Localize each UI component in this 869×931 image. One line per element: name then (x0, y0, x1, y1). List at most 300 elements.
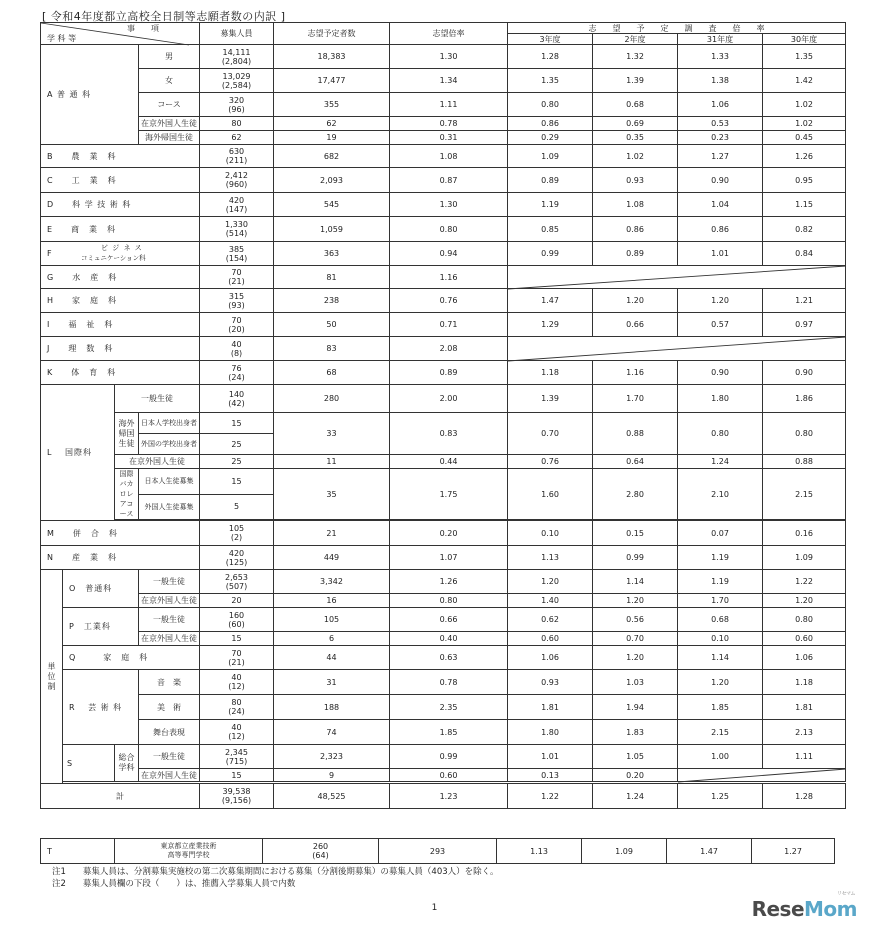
year-ratio: 1.35 (763, 45, 846, 69)
dept-label: K 体 育 科 (41, 361, 200, 385)
year-ratio: 1.06 (508, 646, 593, 670)
year-ratio: 0.20 (593, 769, 678, 782)
quota-value: 160 (228, 610, 245, 620)
ratio-value: 0.71 (390, 313, 508, 337)
quota-value: 25 (200, 455, 274, 469)
applicants-value: 11 (274, 455, 390, 469)
dept-label: P 工業科 (63, 608, 139, 646)
school-name: 高等専門学校 (167, 851, 210, 859)
year-ratio: 1.16 (593, 361, 678, 385)
sub-label: 男 (139, 45, 200, 69)
year-ratio: 1.02 (593, 145, 678, 168)
ratio-value: 0.31 (390, 131, 508, 145)
quota-value: 140 (228, 389, 245, 399)
quota-value: 76 (231, 363, 242, 373)
year-ratio: 2.10 (678, 469, 763, 520)
dept-label (41, 242, 200, 266)
logo-text-a: Rese (751, 897, 805, 921)
year-ratio: 1.01 (678, 242, 763, 266)
year-ratio: 0.15 (593, 521, 678, 546)
table-row (41, 193, 846, 217)
dept-label: A 普 通 科 (41, 45, 139, 145)
year-ratio: 0.90 (678, 168, 763, 193)
dept-label: M 併 合 科 (41, 521, 200, 546)
year-ratio: 1.85 (678, 695, 763, 720)
applicants-value: 280 (274, 385, 390, 413)
header-item-label: 事 項 (127, 24, 159, 33)
dept-label: B 農 業 科 (41, 145, 200, 168)
year-ratio: 0.86 (678, 217, 763, 242)
applicants-value: 48,525 (274, 784, 390, 809)
year-ratio: 0.53 (678, 117, 763, 131)
no-data-cell (678, 769, 846, 782)
ratio-value: 1.13 (497, 839, 582, 864)
year-ratio: 0.93 (508, 670, 593, 695)
year-ratio: 0.88 (593, 413, 678, 455)
year-ratio: 1.18 (508, 361, 593, 385)
quota-value: 2,653 (225, 572, 248, 582)
year-ratio: 1.80 (508, 720, 593, 745)
note-line: 注1 募集人員は、分割募集実施校の第二次募集期間における募集（分割後期募集）の募集人員（403人）を除く。 (52, 867, 499, 877)
year-ratio: 0.80 (763, 608, 846, 632)
year-ratio: 1.32 (593, 45, 678, 69)
quota-value: 62 (200, 131, 274, 145)
applicants-value: 363 (274, 242, 390, 266)
year-ratio: 1.20 (593, 289, 678, 313)
sub-label: 海外帰国生徒 (139, 131, 200, 145)
ib-label: 国際バカロレアコース (115, 469, 139, 520)
quota-recommend: (2,804) (221, 56, 252, 66)
resemom-logo (751, 891, 857, 921)
applicants-value: 17,477 (274, 69, 390, 93)
table-row (41, 720, 846, 745)
applicants-value: 238 (274, 289, 390, 313)
quota-value: 70 (231, 268, 242, 277)
sub-label: 日本人学校出身者 (139, 413, 200, 434)
ratio-value: 1.30 (390, 45, 508, 69)
year-ratio: 0.45 (763, 131, 846, 145)
table-row (41, 745, 846, 769)
applicants-value: 449 (274, 546, 390, 570)
year-ratio: 0.93 (593, 168, 678, 193)
table-row (41, 521, 846, 546)
applicants-value: 355 (274, 93, 390, 117)
dept-label: Q 家 庭 科 (63, 646, 200, 670)
quota-value: 105 (228, 524, 245, 533)
year-ratio: 2.80 (593, 469, 678, 520)
quota-recommend: (24) (228, 707, 245, 716)
applicants-value: 105 (274, 608, 390, 632)
year-ratio: 1.11 (763, 745, 846, 769)
sub-label: 日本人生徒募集 (139, 469, 200, 495)
quota-recommend: (93) (228, 300, 245, 310)
quota-recommend: (514) (225, 229, 248, 238)
year-ratio: 1.21 (763, 289, 846, 313)
ratio-value: 0.99 (390, 745, 508, 769)
header-year: 2年度 (593, 34, 678, 45)
year-ratio: 0.88 (763, 455, 846, 469)
quota-recommend: (42) (228, 398, 245, 408)
year-ratio: 1.25 (678, 784, 763, 809)
year-ratio: 0.90 (678, 361, 763, 385)
year-ratio: 1.22 (508, 784, 593, 809)
ratio-value: 0.94 (390, 242, 508, 266)
sub-label: 外国の学校出身者 (139, 434, 200, 455)
year-ratio: 0.64 (593, 455, 678, 469)
year-ratio: 1.20 (763, 594, 846, 608)
year-ratio: 1.80 (678, 385, 763, 413)
year-ratio: 0.07 (678, 521, 763, 546)
year-ratio: 1.42 (763, 69, 846, 93)
year-ratio: 0.80 (508, 93, 593, 117)
dept-label: I 福 祉 科 (41, 313, 200, 337)
ratio-value: 0.60 (390, 769, 508, 782)
year-ratio: 0.70 (593, 632, 678, 646)
ratio-value: 1.07 (390, 546, 508, 570)
ratio-value: 1.08 (390, 145, 508, 168)
table-row (41, 69, 846, 93)
table-row (41, 93, 846, 117)
ratio-value: 0.80 (390, 217, 508, 242)
year-ratio: 0.80 (678, 413, 763, 455)
ratio-value: 1.11 (390, 93, 508, 117)
year-ratio: 1.38 (678, 69, 763, 93)
year-ratio: 1.27 (678, 145, 763, 168)
year-ratio: 1.33 (678, 45, 763, 69)
ratio-value: 0.40 (390, 632, 508, 646)
applicants-value: 9 (274, 769, 390, 782)
quota-value: 2,412 (225, 171, 248, 180)
dept-label: L 国際科 (41, 385, 115, 521)
year-ratio: 1.02 (763, 93, 846, 117)
year-ratio: 1.19 (678, 546, 763, 570)
year-ratio: 1.09 (508, 145, 593, 168)
year-ratio: 0.90 (763, 361, 846, 385)
dept-label: N 産 業 科 (41, 546, 200, 570)
applicants-value: 74 (274, 720, 390, 745)
year-ratio: 1.70 (678, 594, 763, 608)
tanni-label: 単 位 制 (41, 570, 63, 784)
quota-value: 80 (200, 117, 274, 131)
applicants-value: 62 (274, 117, 390, 131)
year-ratio: 1.40 (508, 594, 593, 608)
quota-value: 15 (200, 413, 274, 434)
ratio-value: 0.63 (390, 646, 508, 670)
applicants-value: 68 (274, 361, 390, 385)
ratio-value: 2.08 (390, 337, 508, 361)
quota-value: 39,538 (222, 787, 251, 796)
quota-value: 40 (231, 339, 242, 349)
header-year: 31年度 (678, 34, 763, 45)
quota-recommend: (12) (228, 732, 245, 741)
year-ratio: 0.23 (678, 131, 763, 145)
total-row (41, 784, 846, 809)
year-ratio: 0.60 (763, 632, 846, 646)
table-row (41, 413, 846, 434)
header-corner-cell (41, 23, 200, 45)
logo-tag: リセマム (837, 891, 855, 897)
year-ratio: 1.13 (508, 546, 593, 570)
ratio-value: 1.23 (390, 784, 508, 809)
year-ratio: 1.02 (763, 117, 846, 131)
year-ratio: 0.99 (593, 546, 678, 570)
quota-value: 70 (231, 648, 242, 658)
no-data-cell (508, 337, 846, 361)
quota-recommend: (2,584) (221, 80, 252, 90)
table-row (41, 313, 846, 337)
table-row (41, 131, 846, 145)
quota-value: 15 (200, 632, 274, 646)
dept-label: C 工 業 科 (41, 168, 200, 193)
quota-value: 630 (228, 147, 245, 156)
year-ratio: 0.29 (508, 131, 593, 145)
sub-label: 美 術 (139, 695, 200, 720)
applicants-value: 1,059 (274, 217, 390, 242)
sub-label: 一般生徒 (139, 608, 200, 632)
quota-value: 14,111 (222, 47, 251, 57)
quota-recommend: (20) (228, 324, 245, 334)
applicants-value: 545 (274, 193, 390, 217)
year-ratio: 0.89 (508, 168, 593, 193)
year-ratio: 0.57 (678, 313, 763, 337)
year-ratio: 0.82 (763, 217, 846, 242)
dept-letter: F (47, 249, 53, 258)
quota-value: 385 (228, 244, 245, 254)
year-ratio: 1.06 (763, 646, 846, 670)
ratio-value: 0.89 (390, 361, 508, 385)
applicants-value: 19 (274, 131, 390, 145)
applicants-value: 293 (379, 839, 497, 864)
sub-label: 在京外国人生徒 (139, 117, 200, 131)
header-applicants: 志望予定者数 (274, 23, 390, 45)
school-name: 東京都立産業技術 (160, 842, 217, 850)
quota-value: 315 (228, 291, 245, 301)
note-line: 注2 募集人員欄の下段（ ）は、推薦入学募集人員で内数 (52, 879, 296, 889)
applicants-value: 50 (274, 313, 390, 337)
quota-value: 80 (231, 698, 242, 707)
year-ratio: 1.09 (582, 839, 667, 864)
quota-recommend: (21) (228, 277, 245, 286)
applicants-value: 682 (274, 145, 390, 168)
year-ratio: 1.86 (763, 385, 846, 413)
quota-value: 420 (228, 195, 245, 205)
year-ratio: 1.20 (508, 570, 593, 594)
table-row (41, 242, 846, 266)
year-ratio: 1.24 (678, 455, 763, 469)
quota-value: 15 (200, 769, 274, 782)
header-quota: 募集人員 (200, 23, 274, 45)
header-survey: 志 望 予 定 調 査 倍 率 (508, 23, 846, 34)
quota-recommend: (12) (228, 682, 245, 691)
year-ratio: 1.29 (508, 313, 593, 337)
ratio-value: 1.85 (390, 720, 508, 745)
table-row (41, 45, 846, 69)
sub-label: 一般生徒 (139, 570, 200, 594)
year-ratio: 1.09 (763, 546, 846, 570)
quota-recommend: (64) (312, 851, 329, 860)
quota-value: 1,330 (225, 220, 248, 229)
year-ratio: 1.28 (508, 45, 593, 69)
year-ratio: 0.70 (508, 413, 593, 455)
year-ratio: 1.19 (508, 193, 593, 217)
quota-value: 420 (228, 548, 245, 558)
table-row (41, 839, 835, 864)
quota-recommend: (9,156) (221, 796, 252, 805)
table-row (41, 608, 846, 632)
year-ratio: 1.18 (763, 670, 846, 695)
table-row (41, 289, 846, 313)
dept-sub-label2: コミュニケーション科 (81, 254, 146, 262)
document-title: [ 令和4年度都立高校全日制等志願者数の内訳 ] (42, 10, 286, 23)
sub-label: 在京外国人生徒 (139, 632, 200, 646)
ratio-value: 1.30 (390, 193, 508, 217)
year-ratio: 0.89 (593, 242, 678, 266)
year-ratio: 1.15 (763, 193, 846, 217)
applicants-value: 33 (274, 413, 390, 455)
sub-label: 外国人生徒募集 (139, 494, 200, 520)
table-row (41, 117, 846, 131)
applicants-value: 35 (274, 469, 390, 520)
year-ratio: 0.97 (763, 313, 846, 337)
ratio-value: 2.00 (390, 385, 508, 413)
ratio-value: 1.26 (390, 570, 508, 594)
year-ratio: 1.83 (593, 720, 678, 745)
dept-label: R 芸 術 科 (63, 670, 139, 745)
quota-recommend: (24) (228, 372, 245, 382)
table-row (41, 646, 846, 670)
applicants-value: 2,093 (274, 168, 390, 193)
year-ratio: 1.22 (763, 570, 846, 594)
table-row (41, 266, 846, 289)
ratio-value: 0.83 (390, 413, 508, 455)
table-row (41, 337, 846, 361)
year-ratio: 0.69 (593, 117, 678, 131)
dept-sub-label: ビ ジ ネ ス (101, 244, 143, 252)
year-ratio: 2.13 (763, 720, 846, 745)
year-ratio: 1.08 (593, 193, 678, 217)
ratio-value: 0.87 (390, 168, 508, 193)
applicants-value: 31 (274, 670, 390, 695)
table-row (41, 469, 846, 495)
sub-label: 在京外国人生徒 (139, 769, 200, 782)
sub-label: 在京外国人生徒 (139, 594, 200, 608)
applicants-value: 83 (274, 337, 390, 361)
header-year: 30年度 (763, 34, 846, 45)
quota-recommend: (507) (225, 581, 248, 591)
quota-recommend: (211) (225, 156, 248, 165)
applicants-value: 6 (274, 632, 390, 646)
returnee-label: 海外帰国生徒 (115, 413, 139, 455)
year-ratio: 1.35 (508, 69, 593, 93)
year-ratio: 1.47 (508, 289, 593, 313)
dept-letter: T (41, 839, 115, 864)
year-ratio: 1.60 (508, 469, 593, 520)
quota-value: 15 (200, 469, 274, 495)
table-row (41, 695, 846, 720)
year-ratio: 1.39 (593, 69, 678, 93)
year-ratio: 0.85 (508, 217, 593, 242)
year-ratio: 1.26 (763, 145, 846, 168)
dept-label: E 商 業 科 (41, 217, 200, 242)
logo-text-b: Mom (804, 897, 857, 921)
header-ratio: 志望倍率 (390, 23, 508, 45)
year-ratio: 0.60 (508, 632, 593, 646)
year-ratio: 1.81 (763, 695, 846, 720)
year-ratio: 1.14 (593, 570, 678, 594)
table-row (41, 546, 846, 570)
year-ratio: 1.01 (508, 745, 593, 769)
year-ratio: 1.00 (678, 745, 763, 769)
sub-label: 舞台表現 (139, 720, 200, 745)
table-row (41, 385, 846, 413)
quota-recommend: (147) (225, 204, 248, 214)
year-ratio: 1.20 (678, 670, 763, 695)
quota-recommend: (715) (225, 756, 248, 766)
table-row (41, 632, 846, 646)
ratio-value: 1.75 (390, 469, 508, 520)
ratio-value: 1.34 (390, 69, 508, 93)
year-ratio: 1.19 (678, 570, 763, 594)
quota-value: 70 (231, 315, 242, 325)
year-ratio: 1.14 (678, 646, 763, 670)
year-ratio: 0.66 (593, 313, 678, 337)
dept-label: H 家 庭 科 (41, 289, 200, 313)
table-row (41, 455, 846, 469)
quota-value: 320 (228, 95, 245, 105)
applicants-table (40, 22, 846, 809)
year-ratio: 0.13 (508, 769, 593, 782)
year-ratio: 0.10 (678, 632, 763, 646)
quota-recommend: (60) (228, 619, 245, 629)
applicants-value: 16 (274, 594, 390, 608)
year-ratio: 0.86 (508, 117, 593, 131)
year-ratio: 0.62 (508, 608, 593, 632)
quota-recommend: (96) (228, 104, 245, 114)
quota-value: 40 (231, 673, 242, 682)
no-data-cell (508, 266, 846, 289)
total-label: 計 (41, 784, 200, 809)
sub-label: コース (139, 93, 200, 117)
year-ratio: 0.10 (508, 521, 593, 546)
table-row (41, 145, 846, 168)
year-ratio: 1.28 (763, 784, 846, 809)
quota-recommend: (21) (228, 657, 245, 667)
year-ratio: 0.80 (763, 413, 846, 455)
year-ratio: 0.35 (593, 131, 678, 145)
year-ratio: 1.70 (593, 385, 678, 413)
dept-label: 総合学科 (115, 745, 139, 782)
header-year: 3年度 (508, 34, 593, 45)
year-ratio: 0.56 (593, 608, 678, 632)
dept-label: D 科 学 技 術 科 (41, 193, 200, 217)
year-ratio: 1.03 (593, 670, 678, 695)
quota-recommend: (2) (230, 533, 243, 542)
header-dept-label: 学 科 等 (47, 34, 77, 43)
year-ratio: 1.81 (508, 695, 593, 720)
year-ratio: 1.27 (752, 839, 835, 864)
quota-value: 20 (200, 594, 274, 608)
year-ratio: 0.68 (678, 608, 763, 632)
ratio-value: 0.78 (390, 117, 508, 131)
year-ratio: 0.76 (508, 455, 593, 469)
year-ratio: 0.84 (763, 242, 846, 266)
ratio-value: 0.76 (390, 289, 508, 313)
year-ratio: 1.24 (593, 784, 678, 809)
year-ratio: 1.20 (593, 594, 678, 608)
dept-label: G 水 産 科 (41, 266, 200, 289)
sub-label: 一般生徒 (139, 745, 200, 769)
applicants-value: 2,323 (274, 745, 390, 769)
